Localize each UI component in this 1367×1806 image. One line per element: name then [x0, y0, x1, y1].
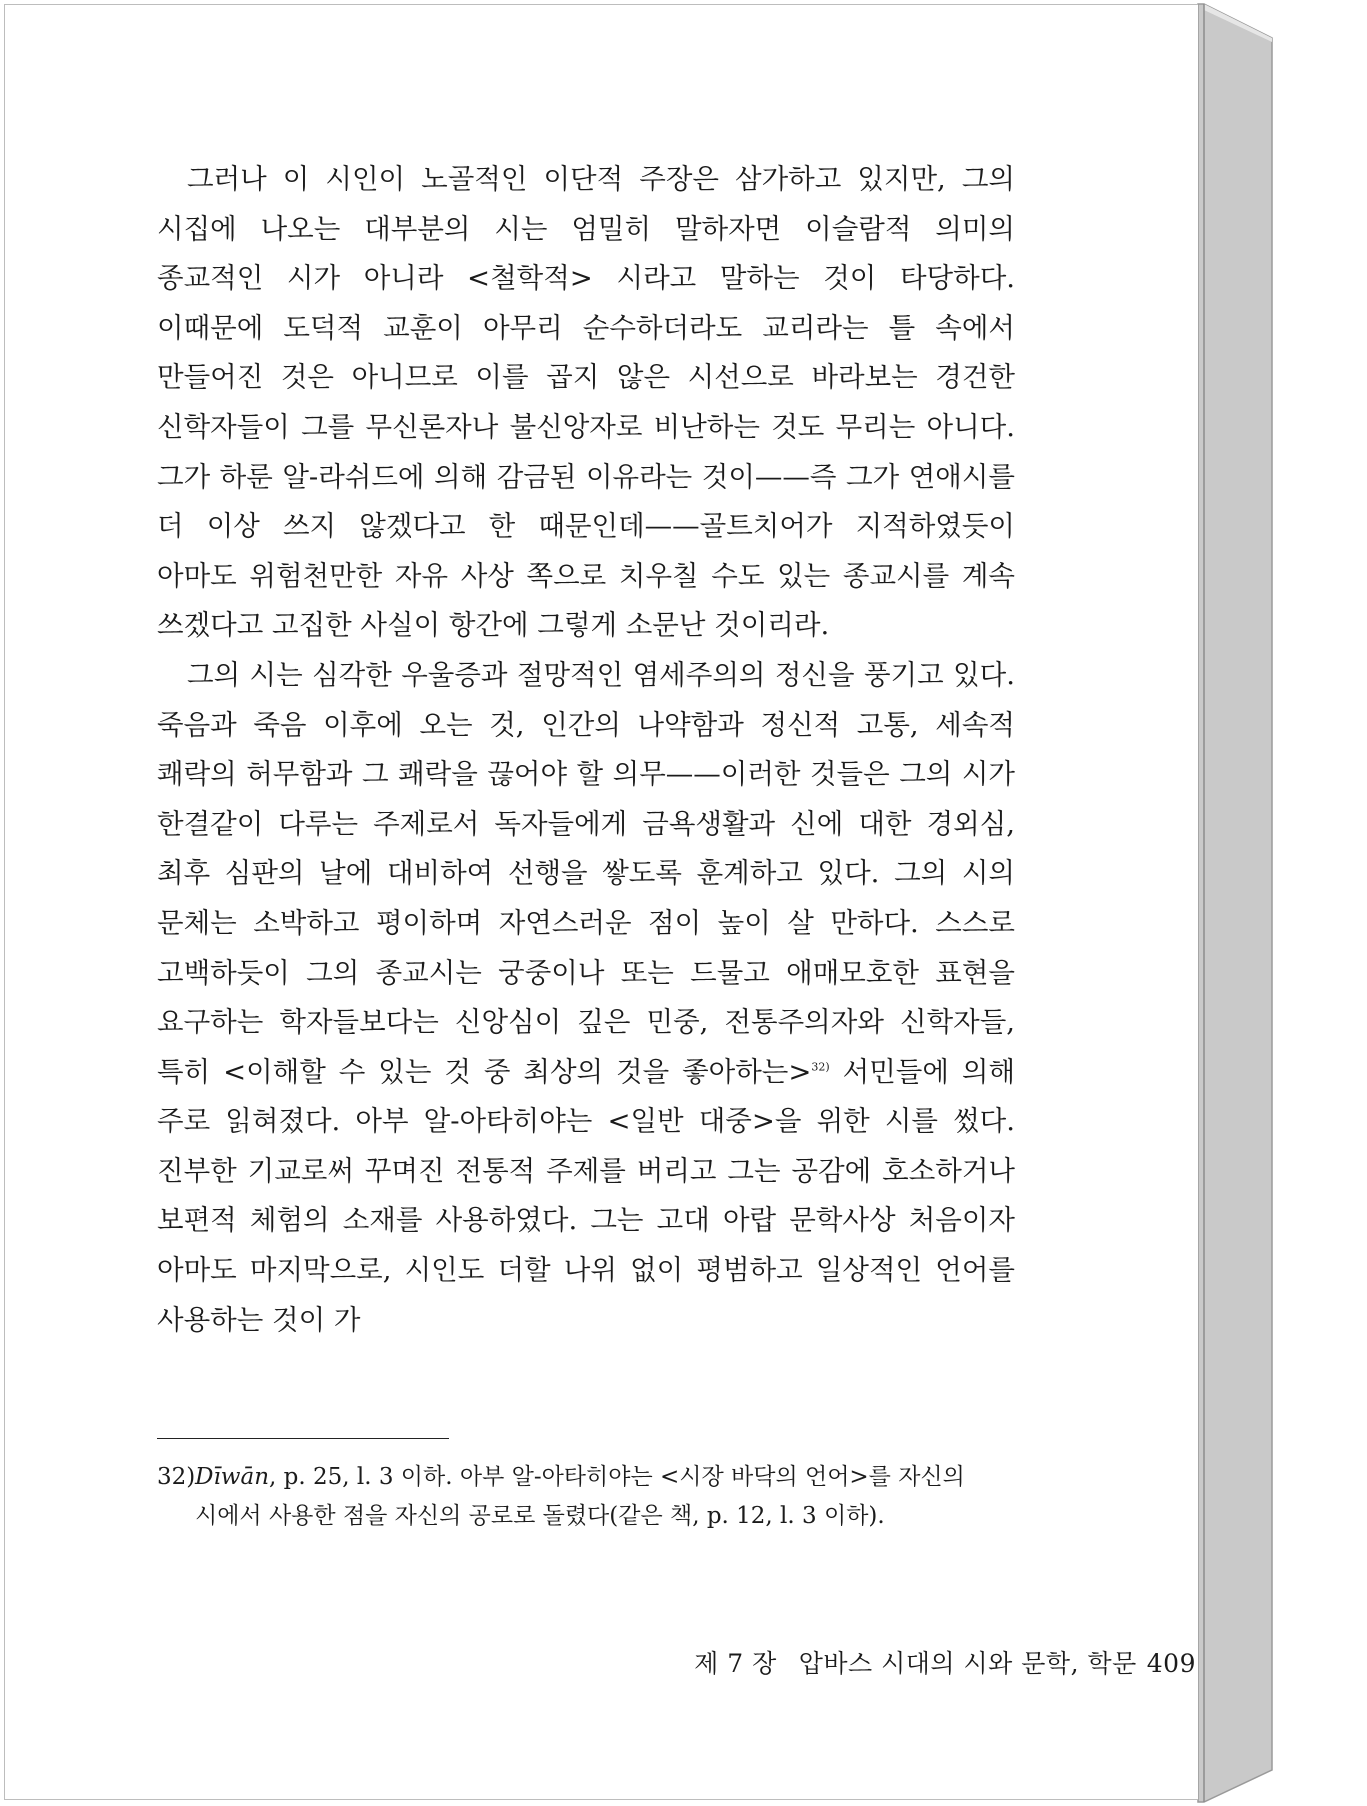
footnote-number: 32) — [157, 1464, 196, 1490]
paragraph-2-part-2: 서민들에 의해 주로 읽혀졌다. 아부 알-아타히야는 <일반 대중>을 위한 시를 썼다. 진부한 기교로써 꾸며진 전통적 주제를 버리고 그는 공감에 호소하거나 보편적 체험의 소재를 사용하였다. 그는 고대 아랍 문학사상 처음이자 아마도 마지막으로, 시인도 더할 나위 없이 평범하고 일상적인 언어를 사용하는 것이 가 — [157, 1055, 1016, 1336]
page-number: 409 — [1146, 1649, 1196, 1678]
paragraph-1: 그러나 이 시인이 노골적인 이단적 주장은 삼가하고 있지만, 그의 시집에 나오는 대부분의 시는 엄밀히 말하자면 이슬람적 의미의 종교적인 시가 아니라 <철학적> 시라고 말하는 것이 타당하다. 이때문에 도덕적 교훈이 아무리 순수하더라도 교리라는 틀 속에서 만들어진 것은 아니므로 이를 곱지 않은 시선으로 바라보는 경건한 신학자들이 그를 무신론자나 불신앙자로 비난하는 것도 무리는 아니다. 그가 하룬 알-라쉬드에 의해 감금된 이유라는 것이——즉 그가 연애시를 더 이상 쓰지 않겠다고 한 때문인데——골트치어가 지적하였듯이 아마도 위험천만한 자유 사상 쪽으로 치우칠 수도 있는 종교시를 계속 쓰겠다고 고집한 사실이 항간에 그렇게 소문난 것이리라. — [157, 163, 1015, 642]
footnote-text: , p. 25, l. 3 이하. 아부 알-아타히야는 <시장 바닥의 언어>를 자신의 시에서 사용한 점을 자신의 공로로 돌렸다(같은 책, p. 12, l. 3 이하). — [195, 1464, 965, 1529]
footer-chapter: 제 7 장 — [694, 1649, 777, 1678]
footnote-rule — [157, 1438, 449, 1439]
footer-chapter-title: 압바스 시대의 시와 문학, 학문 — [798, 1649, 1137, 1678]
footnote-reference-32: 32) — [811, 1060, 830, 1074]
running-footer — [694, 1644, 1196, 1680]
footnote-cited-title: Dīwān — [195, 1464, 270, 1490]
paragraph-2-part-1: 그의 시는 심각한 우울증과 절망적인 염세주의의 정신을 풍기고 있다. 죽음과 죽음 이후에 오는 것, 인간의 나약함과 정신적 고통, 세속적 쾌락의 허무함과 그 쾌락을 끊어야 할 의무——이러한 것들은 그의 시가 한결같이 다루는 주제로서 독자들에게 금욕생활과 신에 대한 경외심, 최후 심판의 날에 대비하여 선행을 쌓도록 훈계하고 있다. 그의 시의 문체는 소박하고 평이하며 자연스러운 점이 높이 살 만하다. 스스로 고백하듯이 그의 종교시는 궁중이나 또는 드물고 애매모호한 표현을 요구하는 학자들보다는 신앙심이 깊은 민중, 전통주의자와 신학자들, 특히 <이해할 수 있는 것 중 최상의 것을 좋아하는> — [157, 658, 1015, 1088]
page-body — [157, 155, 1015, 1345]
paragraph-2 — [157, 651, 1015, 1345]
footnote-32 — [157, 1458, 1015, 1536]
